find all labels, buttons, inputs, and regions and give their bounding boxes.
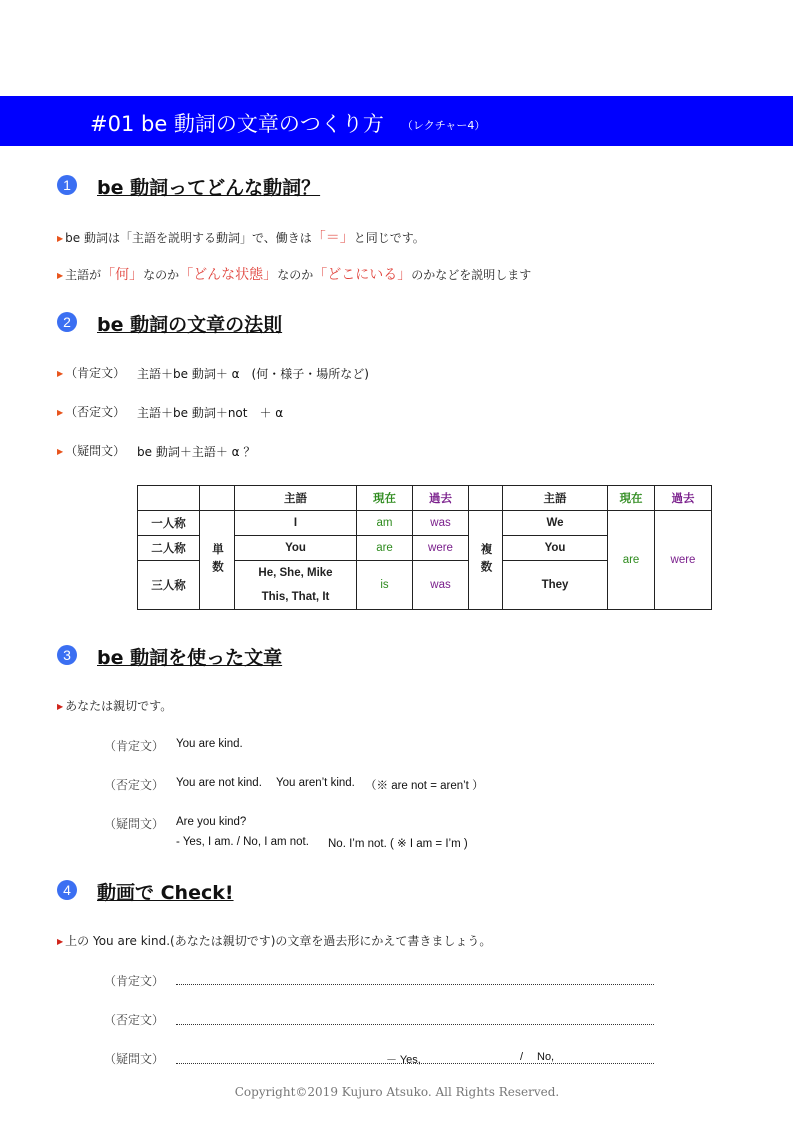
rule-question-text: be 動詞＋主語＋ α ？ [137,445,256,459]
past-cell: were [413,536,469,561]
plural-subject-cell: We [503,511,608,536]
subject-third-a: He, She, Mike [258,567,333,579]
exercise-label-affirmative: （肯定文） [104,974,165,988]
section-number-2: 2 [57,312,77,332]
plural-subject-cell: You [503,536,608,561]
header-present: 現在 [357,486,413,511]
example-negative: You are not kind. [176,777,262,789]
section4-intro: ▶ 上の You are kind.(あなたは親切です)の文章を過去形にかえて書きましょう。 [57,934,492,948]
present-cell: are [357,536,413,561]
header-plural-subject: 主語 [503,486,608,511]
example-label-negative: （否定文） [104,778,165,792]
section1-line1: ▶ be 動詞は「主語を説明する動詞」で、働きは「＝」と同じです。 [57,230,425,246]
section-number-1: 1 [57,175,77,195]
question-slash: / [520,1051,524,1063]
example-label-affirmative: （肯定文） [104,739,165,753]
header-past: 過去 [413,486,469,511]
section-heading-1: be 動詞ってどんな動詞？ [97,177,321,199]
subject-third-b: This, That, It [261,591,330,603]
present-cell: am [357,511,413,536]
page-subtitle: （レクチャー4） [401,119,486,132]
person-label: 三人称 [138,561,200,610]
example-negative-note: （※ are not = aren’t ） [365,780,484,792]
past-cell: was [413,511,469,536]
rule-negative: ▶ （否定文） [57,405,126,419]
section3-intro: ▶ あなたは親切です。 [57,699,173,713]
example-label-question: （疑問文） [104,817,165,831]
subject-cell [235,561,357,610]
rule-affirmative-text: 主語＋be 動詞＋ α (何・様子・場所など) [137,367,369,381]
plural-past-cell: were [655,511,712,610]
copyright-footer: Copyright©2019 Kujuro Atsuko. All Rights Reserved. [234,1085,560,1099]
page-title: #01 be 動詞の文章のつくり方 （レクチャー4） [90,112,486,136]
be-verb-table [137,485,712,610]
exercise-label-negative: （否定文） [104,1013,165,1027]
bullet-triangle-icon: ▶ [57,369,64,378]
bullet-triangle-icon: ▶ [57,234,64,243]
rule-affirmative: ▶ （肯定文） [57,366,126,380]
present-cell: is [357,561,413,610]
bullet-triangle-icon: ▶ [57,408,64,417]
question-no-hint: No, [537,1051,555,1063]
question-yes-hint: － Yes, [386,1054,421,1066]
bullet-triangle-icon: ▶ [57,447,64,456]
header-subject: 主語 [235,486,357,511]
example-question-answer: - Yes, I am. / No, I am not. [176,836,309,848]
example-question-answer2: No. I’m not. ( ※ I am = I’m ) [328,838,468,850]
rule-negative-text: 主語＋be 動詞＋not ＋ α [137,406,284,420]
person-label: 二人称 [138,536,200,561]
header-plural-past: 過去 [655,486,712,511]
section-heading-4: 動画で Check! [97,882,234,904]
table-header-row [138,486,712,511]
section-number-3: 3 [57,645,77,665]
singular-label: 単数 [200,511,235,610]
example-question: Are you kind? [176,816,247,828]
plural-subject-cell: They [503,561,608,610]
bullet-triangle-icon: ▶ [57,271,64,280]
subject-cell: You [235,536,357,561]
header-plural-present: 現在 [608,486,655,511]
exercise-label-question: （疑問文） [104,1052,165,1066]
plural-present-cell: are [608,511,655,610]
answer-line-negative[interactable] [176,1024,654,1025]
person-label: 一人称 [138,511,200,536]
section1-line2: ▶ 主語が「何」なのか「どんな状態」なのか「どこにいる」のかなどを説明します [57,267,532,283]
example-affirmative: You are kind. [176,738,243,750]
section-heading-2: be 動詞の文章の法則 [97,314,283,336]
bullet-triangle-icon: ▶ [57,702,64,711]
plural-label: 複数 [469,511,503,610]
subject-cell: I [235,511,357,536]
answer-line-affirmative[interactable] [176,984,654,985]
example-negative-alt: You aren’t kind. [276,777,355,789]
section-heading-3: be 動詞を使った文章 [97,647,283,669]
past-cell: was [413,561,469,610]
bullet-triangle-icon: ▶ [57,937,64,946]
rule-question: ▶ （疑問文） [57,444,126,458]
section-number-4: 4 [57,880,77,900]
table-row [138,511,712,536]
